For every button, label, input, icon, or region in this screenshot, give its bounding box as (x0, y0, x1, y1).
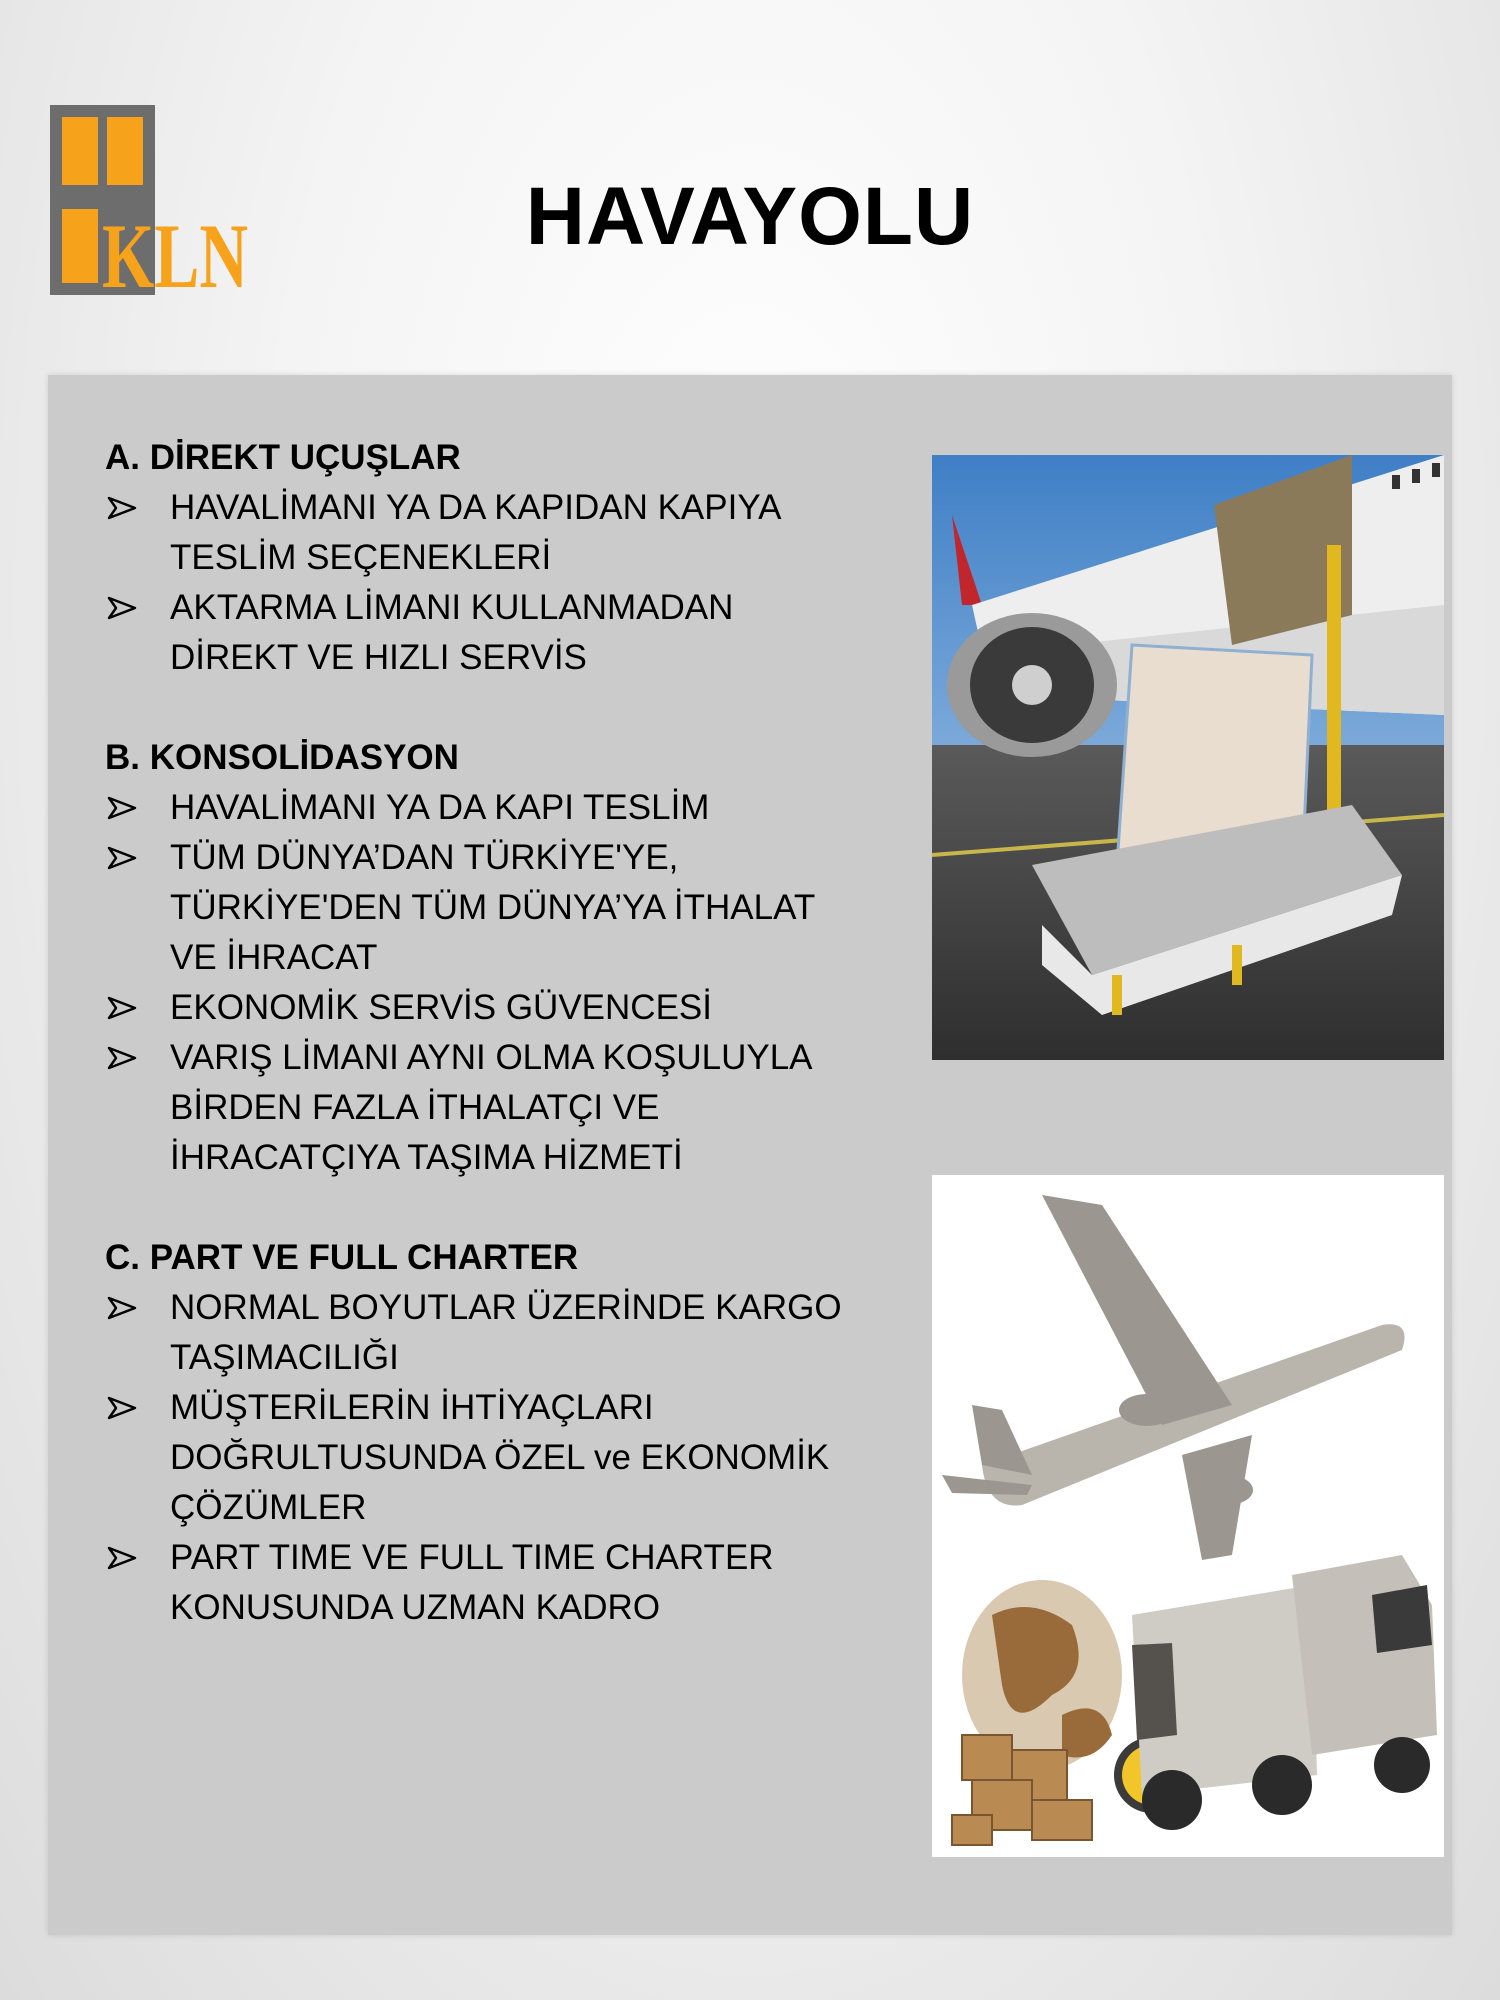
bullet-line: NORMAL BOYUTLAR ÜZERİNDE KARGO (170, 1288, 842, 1327)
bullet-item (105, 1033, 865, 1183)
bullet-line: ÇÖZÜMLER (170, 1488, 367, 1527)
bullet-line: AKTARMA LİMANI KULLANMADAN (170, 588, 734, 627)
bullet-item (105, 783, 865, 833)
bullet-line: PART TIME VE FULL TIME CHARTER (170, 1538, 774, 1577)
arrow-bullet-icon (107, 796, 137, 820)
bullet-line: BİRDEN FAZLA İTHALATÇI VE (170, 1088, 660, 1127)
bullet-item (105, 1283, 865, 1383)
section (105, 1233, 865, 1633)
bullet-line: KONUSUNDA UZMAN KADRO (170, 1588, 661, 1627)
logo-text: KLN (102, 205, 248, 307)
arrow-bullet-icon (107, 1296, 137, 1320)
bullet-line: EKONOMİK SERVİS GÜVENCESİ (170, 988, 712, 1027)
bullet-item (105, 583, 865, 683)
arrow-bullet-icon (107, 1546, 137, 1570)
bullet-line: VE İHRACAT (170, 938, 378, 977)
bullet-line: VARIŞ LİMANI AYNI OLMA KOŞULUYLA (170, 1038, 813, 1077)
section (105, 433, 865, 683)
section-heading: C. PART VE FULL CHARTER (105, 1238, 579, 1277)
bullet-line: TAŞIMACILIĞI (170, 1338, 399, 1377)
section (105, 733, 865, 1183)
arrow-bullet-icon (107, 996, 137, 1020)
bullet-line: TÜRKİYE'DEN TÜM DÜNYA’YA İTHALAT (170, 888, 816, 927)
section-heading: A. DİREKT UÇUŞLAR (105, 438, 461, 477)
bullet-line: TESLİM SEÇENEKLERİ (170, 538, 552, 577)
cargo-loading-photo (932, 455, 1444, 1060)
bullet-item (105, 983, 865, 1033)
bullet-line: MÜŞTERİLERİN İHTİYAÇLARI (170, 1388, 654, 1427)
bullet-item (105, 1533, 865, 1633)
arrow-bullet-icon (107, 1046, 137, 1070)
bullet-item (105, 1383, 865, 1533)
bullet-line: DOĞRULTUSUNDA ÖZEL ve EKONOMİK (170, 1438, 830, 1477)
arrow-bullet-icon (107, 1396, 137, 1420)
bullet-line: HAVALİMANI YA DA KAPI TESLİM (170, 788, 710, 827)
services-list (105, 433, 865, 1683)
bullet-line: İHRACATÇIYA TAŞIMA HİZMETİ (170, 1138, 683, 1177)
bullet-line: DİREKT VE HIZLI SERVİS (170, 638, 587, 677)
bullet-item (105, 483, 865, 583)
arrow-bullet-icon (107, 846, 137, 870)
bullet-line: TÜM DÜNYA’DAN TÜRKİYE'YE, (170, 838, 679, 877)
page-title: HAVAYOLU (525, 171, 975, 262)
bullet-line: HAVALİMANI YA DA KAPIDAN KAPIYA (170, 488, 782, 527)
arrow-bullet-icon (107, 496, 137, 520)
logistics-illustration (932, 1175, 1444, 1857)
bullet-item (105, 833, 865, 983)
section-heading: B. KONSOLİDASYON (105, 738, 459, 777)
arrow-bullet-icon (107, 596, 137, 620)
